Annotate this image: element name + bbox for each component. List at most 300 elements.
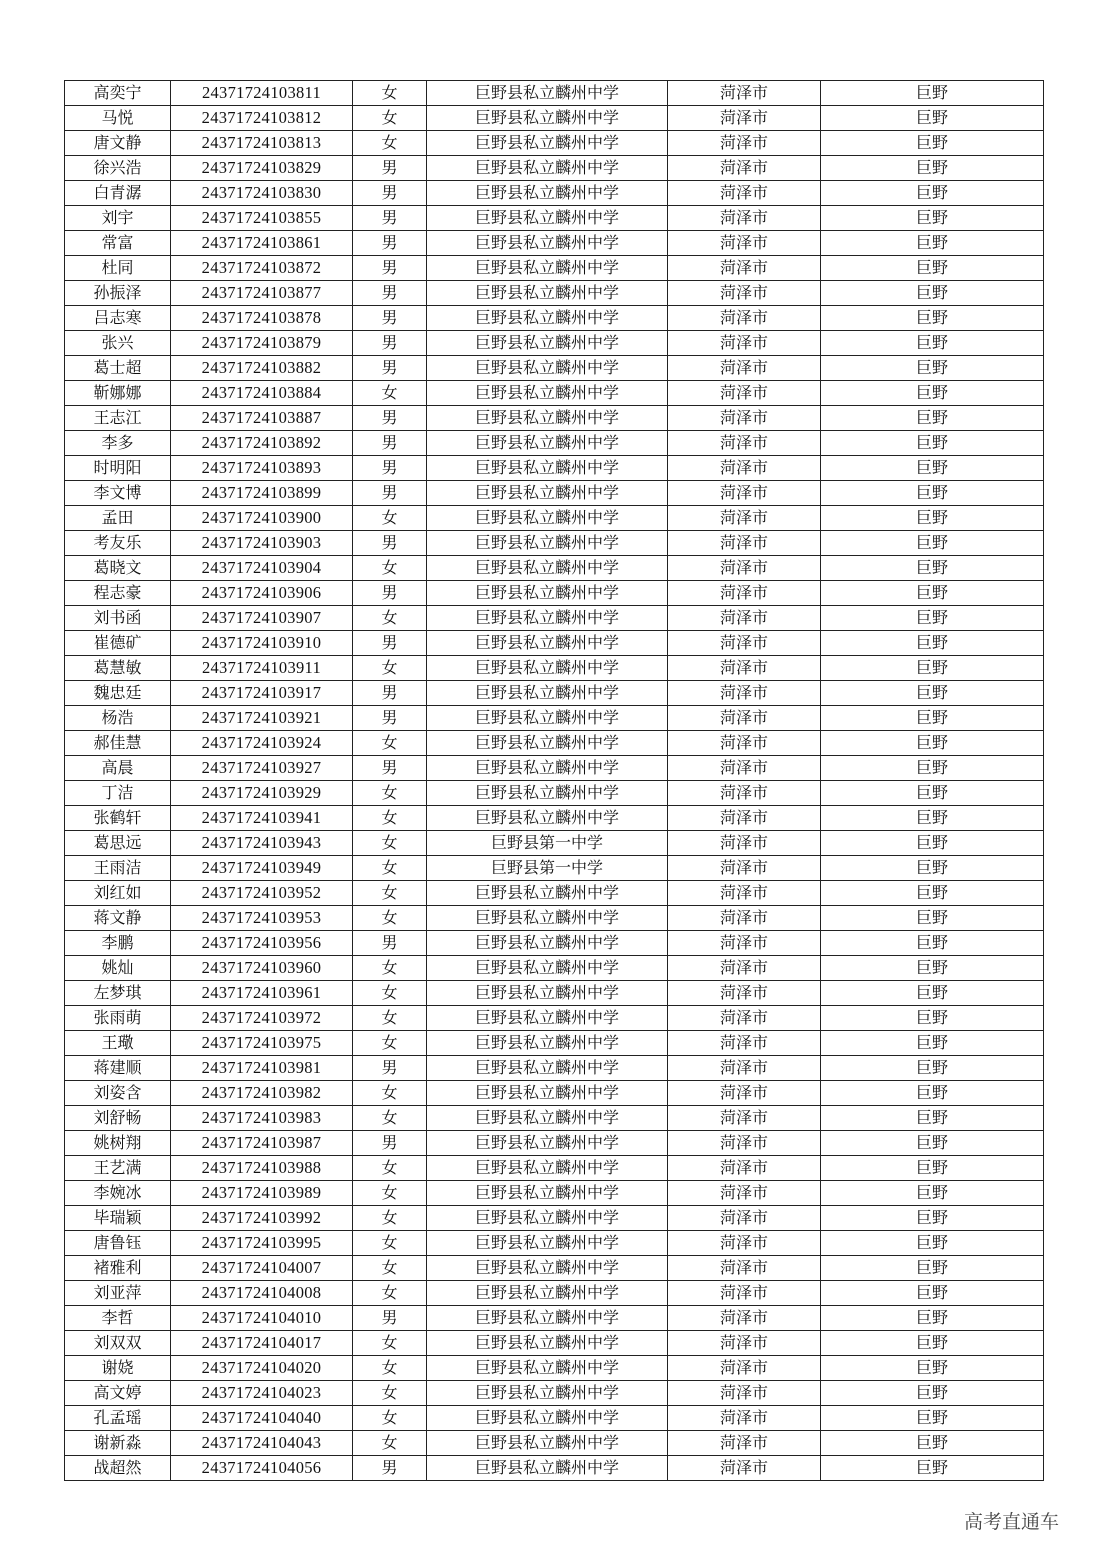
school-cell: 巨野县私立麟州中学 (427, 531, 668, 556)
school-cell: 巨野县私立麟州中学 (427, 431, 668, 456)
exam-id-cell: 24371724103829 (171, 156, 353, 181)
table-row (65, 931, 1044, 956)
school-cell: 巨野县私立麟州中学 (427, 631, 668, 656)
school-cell: 巨野县私立麟州中学 (427, 606, 668, 631)
name-cell: 张雨萌 (65, 1006, 171, 1031)
name-cell: 马悦 (65, 106, 171, 131)
table-row (65, 1306, 1044, 1331)
exam-id-cell: 24371724103900 (171, 506, 353, 531)
city-cell: 菏泽市 (668, 281, 821, 306)
school-cell: 巨野县私立麟州中学 (427, 1306, 668, 1331)
city-cell: 菏泽市 (668, 156, 821, 181)
name-cell: 刘红如 (65, 881, 171, 906)
name-cell: 刘舒畅 (65, 1106, 171, 1131)
name-cell: 王雨洁 (65, 856, 171, 881)
city-cell: 菏泽市 (668, 131, 821, 156)
county-cell: 巨野 (821, 331, 1044, 356)
school-cell: 巨野县私立麟州中学 (427, 481, 668, 506)
gender-cell: 女 (353, 106, 427, 131)
city-cell: 菏泽市 (668, 906, 821, 931)
name-cell: 吕志寒 (65, 306, 171, 331)
school-cell: 巨野县私立麟州中学 (427, 81, 668, 106)
exam-id-cell: 24371724103960 (171, 956, 353, 981)
county-cell: 巨野 (821, 1156, 1044, 1181)
name-cell: 张兴 (65, 331, 171, 356)
gender-cell: 女 (353, 81, 427, 106)
name-cell: 考友乐 (65, 531, 171, 556)
county-cell: 巨野 (821, 1356, 1044, 1381)
school-cell: 巨野县私立麟州中学 (427, 356, 668, 381)
name-cell: 谢新淼 (65, 1431, 171, 1456)
exam-id-cell: 24371724104010 (171, 1306, 353, 1331)
city-cell: 菏泽市 (668, 1131, 821, 1156)
city-cell: 菏泽市 (668, 981, 821, 1006)
gender-cell: 女 (353, 1356, 427, 1381)
county-cell: 巨野 (821, 1106, 1044, 1131)
school-cell: 巨野县私立麟州中学 (427, 456, 668, 481)
name-cell: 靳娜娜 (65, 381, 171, 406)
city-cell: 菏泽市 (668, 631, 821, 656)
table-row (65, 881, 1044, 906)
county-cell: 巨野 (821, 1281, 1044, 1306)
school-cell: 巨野县私立麟州中学 (427, 1106, 668, 1131)
city-cell: 菏泽市 (668, 256, 821, 281)
county-cell: 巨野 (821, 1031, 1044, 1056)
table-row (65, 1031, 1044, 1056)
name-cell: 常富 (65, 231, 171, 256)
school-cell: 巨野县私立麟州中学 (427, 806, 668, 831)
table-row (65, 81, 1044, 106)
name-cell: 刘双双 (65, 1331, 171, 1356)
table-row (65, 1106, 1044, 1131)
school-cell: 巨野县私立麟州中学 (427, 756, 668, 781)
gender-cell: 女 (353, 1006, 427, 1031)
city-cell: 菏泽市 (668, 406, 821, 431)
county-cell: 巨野 (821, 181, 1044, 206)
exam-id-cell: 24371724103982 (171, 1081, 353, 1106)
table-row (65, 681, 1044, 706)
school-cell: 巨野县私立麟州中学 (427, 106, 668, 131)
school-cell: 巨野县私立麟州中学 (427, 206, 668, 231)
school-cell: 巨野县私立麟州中学 (427, 331, 668, 356)
school-cell: 巨野县私立麟州中学 (427, 681, 668, 706)
gender-cell: 女 (353, 1181, 427, 1206)
table-row (65, 581, 1044, 606)
name-cell: 姚灿 (65, 956, 171, 981)
school-cell: 巨野县私立麟州中学 (427, 556, 668, 581)
county-cell: 巨野 (821, 781, 1044, 806)
county-cell: 巨野 (821, 806, 1044, 831)
table-row (65, 131, 1044, 156)
school-cell: 巨野县私立麟州中学 (427, 956, 668, 981)
name-cell: 刘宇 (65, 206, 171, 231)
table-row (65, 306, 1044, 331)
gender-cell: 男 (353, 231, 427, 256)
table-row (65, 456, 1044, 481)
gender-cell: 女 (353, 731, 427, 756)
county-cell: 巨野 (821, 1331, 1044, 1356)
city-cell: 菏泽市 (668, 1331, 821, 1356)
student-list-sheet (64, 80, 1044, 1481)
county-cell: 巨野 (821, 81, 1044, 106)
gender-cell: 女 (353, 606, 427, 631)
gender-cell: 男 (353, 181, 427, 206)
table-row (65, 706, 1044, 731)
table-row (65, 1356, 1044, 1381)
gender-cell: 女 (353, 906, 427, 931)
exam-id-cell: 24371724103855 (171, 206, 353, 231)
city-cell: 菏泽市 (668, 306, 821, 331)
name-cell: 徐兴浩 (65, 156, 171, 181)
school-cell: 巨野县私立麟州中学 (427, 156, 668, 181)
name-cell: 张鹤轩 (65, 806, 171, 831)
name-cell: 杨浩 (65, 706, 171, 731)
table-row (65, 1331, 1044, 1356)
gender-cell: 男 (353, 431, 427, 456)
gender-cell: 女 (353, 131, 427, 156)
school-cell: 巨野县私立麟州中学 (427, 656, 668, 681)
city-cell: 菏泽市 (668, 1106, 821, 1131)
exam-id-cell: 24371724103830 (171, 181, 353, 206)
county-cell: 巨野 (821, 1431, 1044, 1456)
city-cell: 菏泽市 (668, 1456, 821, 1481)
city-cell: 菏泽市 (668, 1081, 821, 1106)
county-cell: 巨野 (821, 231, 1044, 256)
gender-cell: 男 (353, 331, 427, 356)
name-cell: 李鹏 (65, 931, 171, 956)
table-row (65, 731, 1044, 756)
gender-cell: 女 (353, 1281, 427, 1306)
exam-id-cell: 24371724103927 (171, 756, 353, 781)
gender-cell: 女 (353, 1156, 427, 1181)
exam-id-cell: 24371724103989 (171, 1181, 353, 1206)
name-cell: 左梦琪 (65, 981, 171, 1006)
school-cell: 巨野县私立麟州中学 (427, 131, 668, 156)
table-row (65, 1006, 1044, 1031)
gender-cell: 男 (353, 581, 427, 606)
gender-cell: 女 (353, 981, 427, 1006)
county-cell: 巨野 (821, 1456, 1044, 1481)
gender-cell: 男 (353, 1306, 427, 1331)
gender-cell: 女 (353, 806, 427, 831)
exam-id-cell: 24371724103981 (171, 1056, 353, 1081)
school-cell: 巨野县私立麟州中学 (427, 906, 668, 931)
exam-id-cell: 24371724103943 (171, 831, 353, 856)
table-row (65, 431, 1044, 456)
gender-cell: 女 (353, 381, 427, 406)
name-cell: 时明阳 (65, 456, 171, 481)
county-cell: 巨野 (821, 706, 1044, 731)
name-cell: 蒋文静 (65, 906, 171, 931)
exam-id-cell: 24371724103988 (171, 1156, 353, 1181)
gender-cell: 男 (353, 406, 427, 431)
gender-cell: 女 (353, 506, 427, 531)
name-cell: 王璥 (65, 1031, 171, 1056)
exam-id-cell: 24371724103929 (171, 781, 353, 806)
exam-id-cell: 24371724103882 (171, 356, 353, 381)
exam-id-cell: 24371724103941 (171, 806, 353, 831)
name-cell: 葛士超 (65, 356, 171, 381)
county-cell: 巨野 (821, 756, 1044, 781)
table-row (65, 356, 1044, 381)
gender-cell: 女 (353, 656, 427, 681)
table-row (65, 1181, 1044, 1206)
table-row (65, 1231, 1044, 1256)
table-row (65, 406, 1044, 431)
watermark-text: 高考直通车 (964, 1511, 1060, 1533)
table-row (65, 756, 1044, 781)
exam-id-cell: 24371724103812 (171, 106, 353, 131)
exam-id-cell: 24371724103884 (171, 381, 353, 406)
county-cell: 巨野 (821, 981, 1044, 1006)
exam-id-cell: 24371724103983 (171, 1106, 353, 1131)
gender-cell: 男 (353, 356, 427, 381)
name-cell: 王艺满 (65, 1156, 171, 1181)
exam-id-cell: 24371724104017 (171, 1331, 353, 1356)
gender-cell: 女 (353, 781, 427, 806)
city-cell: 菏泽市 (668, 106, 821, 131)
county-cell: 巨野 (821, 956, 1044, 981)
exam-id-cell: 24371724103917 (171, 681, 353, 706)
exam-id-cell: 24371724104043 (171, 1431, 353, 1456)
gender-cell: 女 (353, 1081, 427, 1106)
county-cell: 巨野 (821, 481, 1044, 506)
name-cell: 孔孟瑶 (65, 1406, 171, 1431)
exam-id-cell: 24371724103907 (171, 606, 353, 631)
table-row (65, 1281, 1044, 1306)
gender-cell: 女 (353, 1256, 427, 1281)
table-row (65, 1456, 1044, 1481)
exam-id-cell: 24371724103972 (171, 1006, 353, 1031)
table-row (65, 806, 1044, 831)
exam-id-cell: 24371724103892 (171, 431, 353, 456)
school-cell: 巨野县私立麟州中学 (427, 1356, 668, 1381)
county-cell: 巨野 (821, 631, 1044, 656)
name-cell: 程志豪 (65, 581, 171, 606)
table-row (65, 1431, 1044, 1456)
county-cell: 巨野 (821, 531, 1044, 556)
name-cell: 毕瑞颖 (65, 1206, 171, 1231)
table-row (65, 1381, 1044, 1406)
table-row (65, 331, 1044, 356)
county-cell: 巨野 (821, 381, 1044, 406)
name-cell: 郝佳慧 (65, 731, 171, 756)
city-cell: 菏泽市 (668, 506, 821, 531)
school-cell: 巨野县私立麟州中学 (427, 1081, 668, 1106)
gender-cell: 男 (353, 531, 427, 556)
school-cell: 巨野县私立麟州中学 (427, 1056, 668, 1081)
gender-cell: 男 (353, 306, 427, 331)
county-cell: 巨野 (821, 606, 1044, 631)
exam-id-cell: 24371724104020 (171, 1356, 353, 1381)
name-cell: 蒋建顺 (65, 1056, 171, 1081)
county-cell: 巨野 (821, 581, 1044, 606)
exam-id-cell: 24371724103887 (171, 406, 353, 431)
exam-id-cell: 24371724103879 (171, 331, 353, 356)
school-cell: 巨野县私立麟州中学 (427, 1206, 668, 1231)
county-cell: 巨野 (821, 431, 1044, 456)
gender-cell: 男 (353, 281, 427, 306)
table-row (65, 556, 1044, 581)
school-cell: 巨野县私立麟州中学 (427, 1456, 668, 1481)
name-cell: 唐鲁钰 (65, 1231, 171, 1256)
table-row (65, 1156, 1044, 1181)
table-row (65, 256, 1044, 281)
table-row (65, 956, 1044, 981)
gender-cell: 女 (353, 856, 427, 881)
table-row (65, 1056, 1044, 1081)
city-cell: 菏泽市 (668, 1206, 821, 1231)
county-cell: 巨野 (821, 506, 1044, 531)
name-cell: 王志江 (65, 406, 171, 431)
school-cell: 巨野县私立麟州中学 (427, 181, 668, 206)
school-cell: 巨野县私立麟州中学 (427, 1256, 668, 1281)
table-row (65, 906, 1044, 931)
name-cell: 刘亚萍 (65, 1281, 171, 1306)
name-cell: 葛慧敏 (65, 656, 171, 681)
gender-cell: 男 (353, 1456, 427, 1481)
exam-id-cell: 24371724103975 (171, 1031, 353, 1056)
exam-id-cell: 24371724103921 (171, 706, 353, 731)
name-cell: 高晨 (65, 756, 171, 781)
table-row (65, 481, 1044, 506)
county-cell: 巨野 (821, 1381, 1044, 1406)
table-row (65, 1406, 1044, 1431)
school-cell: 巨野县第一中学 (427, 856, 668, 881)
exam-id-cell: 24371724103906 (171, 581, 353, 606)
school-cell: 巨野县私立麟州中学 (427, 306, 668, 331)
exam-id-cell: 24371724103953 (171, 906, 353, 931)
school-cell: 巨野县第一中学 (427, 831, 668, 856)
county-cell: 巨野 (821, 156, 1044, 181)
school-cell: 巨野县私立麟州中学 (427, 1156, 668, 1181)
exam-id-cell: 24371724103910 (171, 631, 353, 656)
county-cell: 巨野 (821, 206, 1044, 231)
table-row (65, 156, 1044, 181)
city-cell: 菏泽市 (668, 1281, 821, 1306)
city-cell: 菏泽市 (668, 731, 821, 756)
county-cell: 巨野 (821, 1181, 1044, 1206)
school-cell: 巨野县私立麟州中学 (427, 281, 668, 306)
name-cell: 杜同 (65, 256, 171, 281)
gender-cell: 男 (353, 681, 427, 706)
name-cell: 李文博 (65, 481, 171, 506)
county-cell: 巨野 (821, 731, 1044, 756)
city-cell: 菏泽市 (668, 681, 821, 706)
school-cell: 巨野县私立麟州中学 (427, 1031, 668, 1056)
exam-id-cell: 24371724104023 (171, 1381, 353, 1406)
county-cell: 巨野 (821, 256, 1044, 281)
table-row (65, 981, 1044, 1006)
city-cell: 菏泽市 (668, 656, 821, 681)
county-cell: 巨野 (821, 131, 1044, 156)
school-cell: 巨野县私立麟州中学 (427, 581, 668, 606)
city-cell: 菏泽市 (668, 1306, 821, 1331)
city-cell: 菏泽市 (668, 531, 821, 556)
gender-cell: 女 (353, 1231, 427, 1256)
table-row (65, 106, 1044, 131)
city-cell: 菏泽市 (668, 181, 821, 206)
city-cell: 菏泽市 (668, 781, 821, 806)
exam-id-cell: 24371724103878 (171, 306, 353, 331)
city-cell: 菏泽市 (668, 1006, 821, 1031)
city-cell: 菏泽市 (668, 1181, 821, 1206)
county-cell: 巨野 (821, 306, 1044, 331)
exam-id-cell: 24371724103961 (171, 981, 353, 1006)
city-cell: 菏泽市 (668, 881, 821, 906)
city-cell: 菏泽市 (668, 481, 821, 506)
name-cell: 战超然 (65, 1456, 171, 1481)
gender-cell: 男 (353, 206, 427, 231)
city-cell: 菏泽市 (668, 206, 821, 231)
gender-cell: 男 (353, 631, 427, 656)
city-cell: 菏泽市 (668, 1156, 821, 1181)
table-row (65, 181, 1044, 206)
table-row (65, 1256, 1044, 1281)
gender-cell: 女 (353, 1431, 427, 1456)
county-cell: 巨野 (821, 906, 1044, 931)
gender-cell: 女 (353, 1331, 427, 1356)
city-cell: 菏泽市 (668, 456, 821, 481)
exam-id-cell: 24371724103911 (171, 656, 353, 681)
gender-cell: 女 (353, 1381, 427, 1406)
city-cell: 菏泽市 (668, 1056, 821, 1081)
gender-cell: 女 (353, 956, 427, 981)
county-cell: 巨野 (821, 856, 1044, 881)
exam-id-cell: 24371724103813 (171, 131, 353, 156)
exam-id-cell: 24371724103893 (171, 456, 353, 481)
exam-id-cell: 24371724103952 (171, 881, 353, 906)
table-row (65, 531, 1044, 556)
gender-cell: 男 (353, 1056, 427, 1081)
school-cell: 巨野县私立麟州中学 (427, 706, 668, 731)
name-cell: 葛思远 (65, 831, 171, 856)
exam-id-cell: 24371724103899 (171, 481, 353, 506)
gender-cell: 男 (353, 456, 427, 481)
name-cell: 刘姿含 (65, 1081, 171, 1106)
exam-id-cell: 24371724103949 (171, 856, 353, 881)
school-cell: 巨野县私立麟州中学 (427, 1406, 668, 1431)
city-cell: 菏泽市 (668, 1256, 821, 1281)
gender-cell: 男 (353, 1131, 427, 1156)
name-cell: 李哲 (65, 1306, 171, 1331)
gender-cell: 男 (353, 706, 427, 731)
gender-cell: 女 (353, 1206, 427, 1231)
gender-cell: 男 (353, 931, 427, 956)
county-cell: 巨野 (821, 356, 1044, 381)
city-cell: 菏泽市 (668, 581, 821, 606)
exam-id-cell: 24371724103995 (171, 1231, 353, 1256)
county-cell: 巨野 (821, 106, 1044, 131)
school-cell: 巨野县私立麟州中学 (427, 381, 668, 406)
name-cell: 孙振泽 (65, 281, 171, 306)
exam-id-cell: 24371724103877 (171, 281, 353, 306)
name-cell: 葛晓文 (65, 556, 171, 581)
city-cell: 菏泽市 (668, 806, 821, 831)
city-cell: 菏泽市 (668, 556, 821, 581)
school-cell: 巨野县私立麟州中学 (427, 1331, 668, 1356)
exam-id-cell: 24371724104007 (171, 1256, 353, 1281)
city-cell: 菏泽市 (668, 931, 821, 956)
county-cell: 巨野 (821, 456, 1044, 481)
exam-id-cell: 24371724103924 (171, 731, 353, 756)
county-cell: 巨野 (821, 406, 1044, 431)
county-cell: 巨野 (821, 1206, 1044, 1231)
county-cell: 巨野 (821, 556, 1044, 581)
table-row (65, 506, 1044, 531)
name-cell: 李婉冰 (65, 1181, 171, 1206)
county-cell: 巨野 (821, 1256, 1044, 1281)
